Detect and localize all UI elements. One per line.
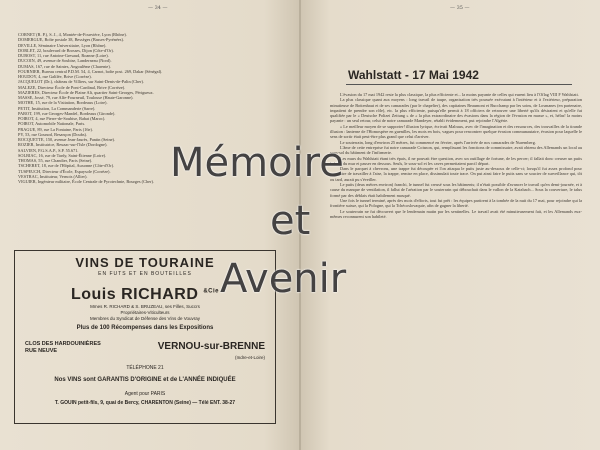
name-entry: DOMERGUE, Boîte postale 38, Bessèges (Basses-Pyrénées).	[18, 37, 124, 43]
book-fold	[299, 0, 301, 450]
name-entry: SALVIEN, P.G.S.A.P., S.P. 55.671.	[18, 147, 79, 153]
name-entry: PAROT, 199, rue Georges-Mandel, Bordeaux (Gironde).	[18, 110, 116, 116]
name-entry: VIGUIER, Ingénieur militaire, École Centrale de Pyrotechnie, Bourges (Cher).	[18, 179, 154, 184]
article-paragraph: Le souterrain ne fut découvert que le lendemain matin par les sentinelles. Le travail avait été minutieusement fait, et les Allemands eux-mêmes reconnurent son habileté.	[330, 208, 582, 219]
name-entry: CORNET (R. P.), S. J., 4, Montée-de-Fourvière, Lyon (Rhône).	[18, 32, 127, 37]
ad-agent-name: T. GOUIN petit-fils, 9, quai de Bercy, CHARENTON (Seine) — Télé ENT. 38-27	[54, 400, 236, 406]
article-paragraph: L'âme de cette entreprise fut notre camarade Coisnon, qui, remplissant les fonctions de commissaire, avait obtenu des Allemands un local au sous-sol du bâtiment de l'infirmerie.	[330, 144, 582, 156]
ad-town-region: (Indre-et-Loire)	[234, 355, 265, 360]
ad-profession: Propriétaires-Viticulteurs	[120, 310, 170, 315]
member-name-list	[18, 32, 273, 184]
name-entry: THOMAS, 55, rue Chandier, Paris (Seine).	[18, 158, 93, 163]
ad-awards: Plus de 100 Récompenses dans les Expositions	[76, 325, 214, 331]
name-entry: ROZIER, Institutrice, Reuzac-sur-l'Isle (Dordogne).	[18, 142, 108, 148]
name-entry: FOURNIER, Bureau central P.D.M. 54, 4, Carnot, boîte post. 269, Dakar (Sénégal).	[18, 68, 163, 74]
wine-advertisement	[14, 250, 276, 424]
name-entry: MASSE, Jossé, 79, rue Alfe-Fourneuil, Toulouse (Haute-Garonne).	[18, 95, 134, 100]
ad-brand-name: Louis RICHARD	[70, 286, 199, 303]
article-paragraph: La plus classique quant aux moyens : long travail de taupe, organisation très poussée exécutant à l'intérieur et à l'extérieur, préparation minutieuse de Bottenhaut et de ses camarades (par le chapelier), des capitaines Beaumont et Bucchamp par les soins, de Losmanes (en partenaire, impatient de prendre son rôle), etc. la plus efficiente, puisqu'elle permit à 18 officiers de retrouver une liberté qu'ils désiraient et qu'elle fut qualifiée par le « Deutsche Polizei Zeitung » de « la plus extraordinaire des évasions dans la région de l'évasion en masse », et, hélas! la moins payante : un seul retour, celui de notre camarade Mandeyer, rétabli évidemment, put rejoindre l'Algérie.	[330, 97, 582, 124]
name-entry: HOUDOY, 4, rue Galilée, Brive (Corrèze).	[18, 74, 92, 79]
name-entry: MALEZE, Directeur École de Pont-Cardinal, Brive (Corrèze).	[18, 84, 126, 90]
ad-owners: Mmes R. RICHARD & S. BRUZEAU, ses Filles, Succrs	[90, 304, 200, 309]
ad-address-row	[23, 341, 267, 363]
name-entry: JACQUELOT (Dr.), château de Villiers, sur Saint-Denis-de-Palin (Cher).	[18, 79, 144, 85]
ad-clos	[25, 341, 101, 355]
name-entry: MOTHE, 15, rue de la Visitation, Bordeaux (Loire).	[18, 100, 108, 106]
ad-town	[158, 341, 265, 363]
name-entry: DUBOST, 11, rue Antoine-Gresaud, Roanne (Loire).	[18, 53, 109, 58]
name-entry: PY, 53, rue Gounod, Besançon (Doubs).	[18, 131, 88, 137]
ad-town-name: VERNOU-sur-BRENNE	[157, 341, 265, 352]
article-paragraph: Le puits (deux mètres environ) franchi, le tunnel fut creusé sous les bâtiments; il n'était possible d'avancer le travail qu'en demi-journée, et à cause du manque de ventilation, il fallut de l'aération par le souterrain qui débouchait dans le vallon de la Katzbach... Sous la couverture, le talus formé par des déblais était habilement masqué.	[330, 182, 582, 198]
watermark-line-1: Mémoire	[170, 140, 344, 186]
article-paragraph: Dans le parquet à chevrons, une trappe fut découpée et l'on attaqua le puits juste au-dessous de celle-ci; lorsqu'il fut assez profond pour permettre de travailler à l'aise, la trappe, remise en place, dissimulait toute trace. On put ainsi faire le puits sans se soucier de surveillance qui, tôt ou tard, aurait pu s'éveiller.	[330, 166, 582, 182]
name-entry: SOLBIAC, 16, rue de Tardy, Saint-Étienne (Loire).	[18, 152, 107, 158]
ad-syndicate: Membres du Syndicat de Défense des Vins de Vouvray	[90, 316, 200, 321]
ad-clos-name: CLOS DES HARDOUINIÈRES	[25, 341, 101, 347]
name-entry: DORLET, 22, boulevard de Brosses, Dijon (Côte-d'Or).	[18, 47, 114, 53]
ad-brand-suffix: &Cie	[203, 288, 219, 295]
article-paragraph: « Le meilleur moyen de se supporter! illusion lyrique, écrivait Malraux, avec de l'imagination et des ressources, des trouvailles de la tirande illusion : lanterne de l'Homospère en guenilles, les mots en bois, vagues pour rencontrer quelque évasion communautaire, évasion pour laquelle le sens de sortir était peut-être plus grand que celui d'arriver.	[330, 123, 582, 140]
watermark-line-2: et	[270, 198, 311, 244]
ad-telephone: TÉLÉPHONE 21	[126, 365, 164, 371]
article-paragraph: Une fois le tunnel terminé, après des mois d'efforts, tout fut prêt : les équipes partirent à la tombée de la nuit du 17 mai, pour rejoindre qui la frontière suisse, qui la Pologne, qui la Tchécoslovaquie, afin de gagner la liberté.	[330, 197, 582, 209]
article-paragraph: Les murs du Wahlstatt étant très épais, il ne pouvait être question, avec un outillage de fortune, de les percer; il fallait donc creuser un puits le long du mur et passer en dessous. Seuls, le sous-sol et les caves permettaient parcil départ.	[330, 155, 582, 166]
ad-title: VINS DE TOURAINE	[75, 255, 215, 270]
name-entry: POIROT, Automobile Nationale, Paris.	[18, 121, 86, 127]
name-entry: TSCHERET, 18, rue de l'Hôpital, Auxonne (Côte-d'Or).	[18, 163, 115, 169]
ad-guarantee: Nos VINS sont GARANTIS D'ORIGINE et de L'ANNÉE INDIQUÉE	[54, 377, 236, 383]
article-body	[330, 92, 582, 219]
name-entry: TUSPEUCH, Directeur d'École, Espaysole (Corrèze).	[18, 168, 111, 174]
right-page-number: — 35 —	[450, 5, 470, 11]
name-entry: DEVILLE, Séminaire Universitaire, Lyon (Rhône).	[18, 42, 107, 48]
name-entry: DUMAS, 167, rue de Saintes, Angoulême (Charente).	[18, 63, 111, 69]
name-entry: POIROT, 4, rue Pierre-de-Soubise, Rabat (Maroc).	[18, 116, 106, 121]
article-title: Wahlstatt - 17 Mai 1942	[348, 68, 479, 82]
name-entry: ROCQUETTE, 150, avenue Jean-Jaurès, Pantin (Seine).	[18, 137, 116, 142]
ad-clos-street: RUE NEUVE	[25, 348, 58, 354]
article-paragraph: L'évasion du 17 mai 1942 reste la plus classique, la plus efficiente et... la moins payante de celles qui eurent lieu à l'Oflag VIII F Wahlstatt.	[340, 92, 579, 97]
right-page	[300, 0, 600, 450]
title-rule	[346, 84, 572, 85]
left-page-number: — 34 —	[148, 5, 168, 11]
name-entry: DUCOIN, 49, avenue de Soubise, Landerneau (Nord).	[18, 58, 112, 64]
name-entry: PETIT, Institution, La Commanderie (Sarre).	[18, 105, 96, 111]
name-entry: VESTRAC, Instituteur, Vernois (Allier).	[18, 173, 88, 179]
ad-brand	[23, 286, 267, 304]
name-entry: PRAGUE, 89, rue La Fontaine, Paris (16e).	[18, 126, 93, 132]
ad-subtitle: EN FUTS ET EN BOUTEILLES	[98, 271, 192, 277]
article-paragraph: Le souterrain, long d'environ 25 mètres, fut commencé en février, après l'arrivée de nos camarades de Nuremberg.	[340, 139, 537, 145]
name-entry: MAZIERES, Directeur École de Plaine Alt, quartier Saint-Georges, Périgueux.	[18, 89, 154, 95]
ad-agent-label: Agent pour PARIS	[124, 391, 166, 397]
watermark-line-3: Avenir	[220, 256, 347, 302]
